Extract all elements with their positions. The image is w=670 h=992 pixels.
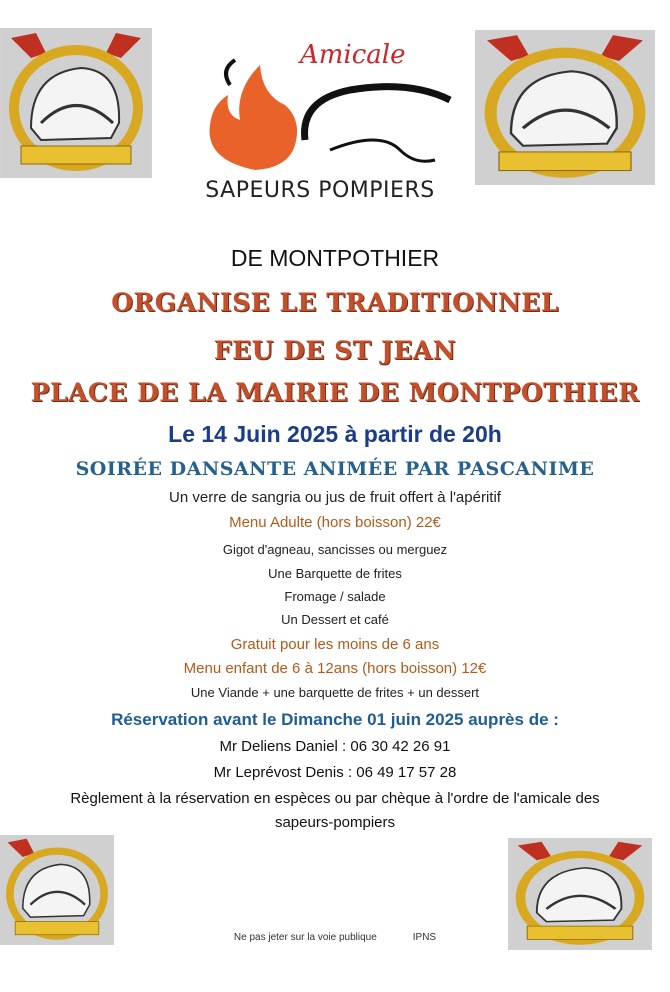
event-soiree: SOIRÉE DANSANTE ANIMÉE PAR PASCANIME xyxy=(75,458,595,480)
firefighter-helmet-icon xyxy=(0,835,114,945)
menu-adulte-title: Menu Adulte (hors boisson) 22€ xyxy=(229,514,441,531)
menu-adulte-item: Gigot d'agneau, sancisses ou merguez xyxy=(222,542,448,557)
logo-subtitle: SAPEURS POMPIERS xyxy=(205,178,435,203)
contact-leprevost: Mr Leprévost Denis : 06 49 17 57 28 xyxy=(213,764,457,781)
sapeurs-pompiers-aube-badge-top-right xyxy=(475,30,655,185)
title-line-3: FEU DE ST JEAN xyxy=(213,336,457,365)
smoke-icon xyxy=(226,60,235,85)
event-date: Le 14 Juin 2025 à partir de 20h xyxy=(168,421,502,447)
reglement-line-1: Règlement à la réservation en espèces ou par chèque à l'ordre de l'amicale des xyxy=(70,790,600,807)
reservation-title: Réservation avant le Dimanche 01 juin 2025 auprès de : xyxy=(111,710,559,729)
event-aperitif: Un verre de sangria ou jus de fruit offert à l'apéritif xyxy=(169,489,501,506)
logo-script-text: Amicale xyxy=(300,40,406,70)
footer xyxy=(0,932,670,943)
title-line-4: PLACE DE LA MAIRIE DE MONTPOTHIER xyxy=(30,378,640,407)
firefighter-helmet-icon xyxy=(0,28,152,178)
menu-adulte-item: Fromage / salade xyxy=(284,589,386,604)
menu-adulte-item: Un Dessert et café xyxy=(281,612,389,627)
contact-deliens: Mr Deliens Daniel : 06 30 42 26 91 xyxy=(219,738,451,755)
swoosh-icon xyxy=(305,87,450,140)
footer-ipns: IPNS xyxy=(412,932,437,943)
sapeurs-pompiers-aube-badge-bottom-left xyxy=(0,835,114,945)
flame-icon xyxy=(210,65,297,170)
sapeurs-pompiers-aube-badge-top-left xyxy=(0,28,152,178)
menu-adulte-item: Une Barquette de frites xyxy=(268,566,402,581)
menu-gratuit: Gratuit pour les moins de 6 ans xyxy=(230,636,440,653)
menu-enfant-items: Une Viande + une barquette de frites + un dessert xyxy=(190,685,480,700)
footer-note: Ne pas jeter sur la voie publique xyxy=(233,932,377,943)
title-line-1: DE MONTPOTHIER xyxy=(230,245,440,271)
menu-enfant-title: Menu enfant de 6 à 12ans (hors boisson) 12€ xyxy=(183,660,487,677)
reglement-line-2: sapeurs-pompiers xyxy=(274,814,396,831)
title-line-2: ORGANISE LE TRADITIONNEL xyxy=(111,288,559,317)
firefighter-helmet-icon xyxy=(475,30,655,185)
